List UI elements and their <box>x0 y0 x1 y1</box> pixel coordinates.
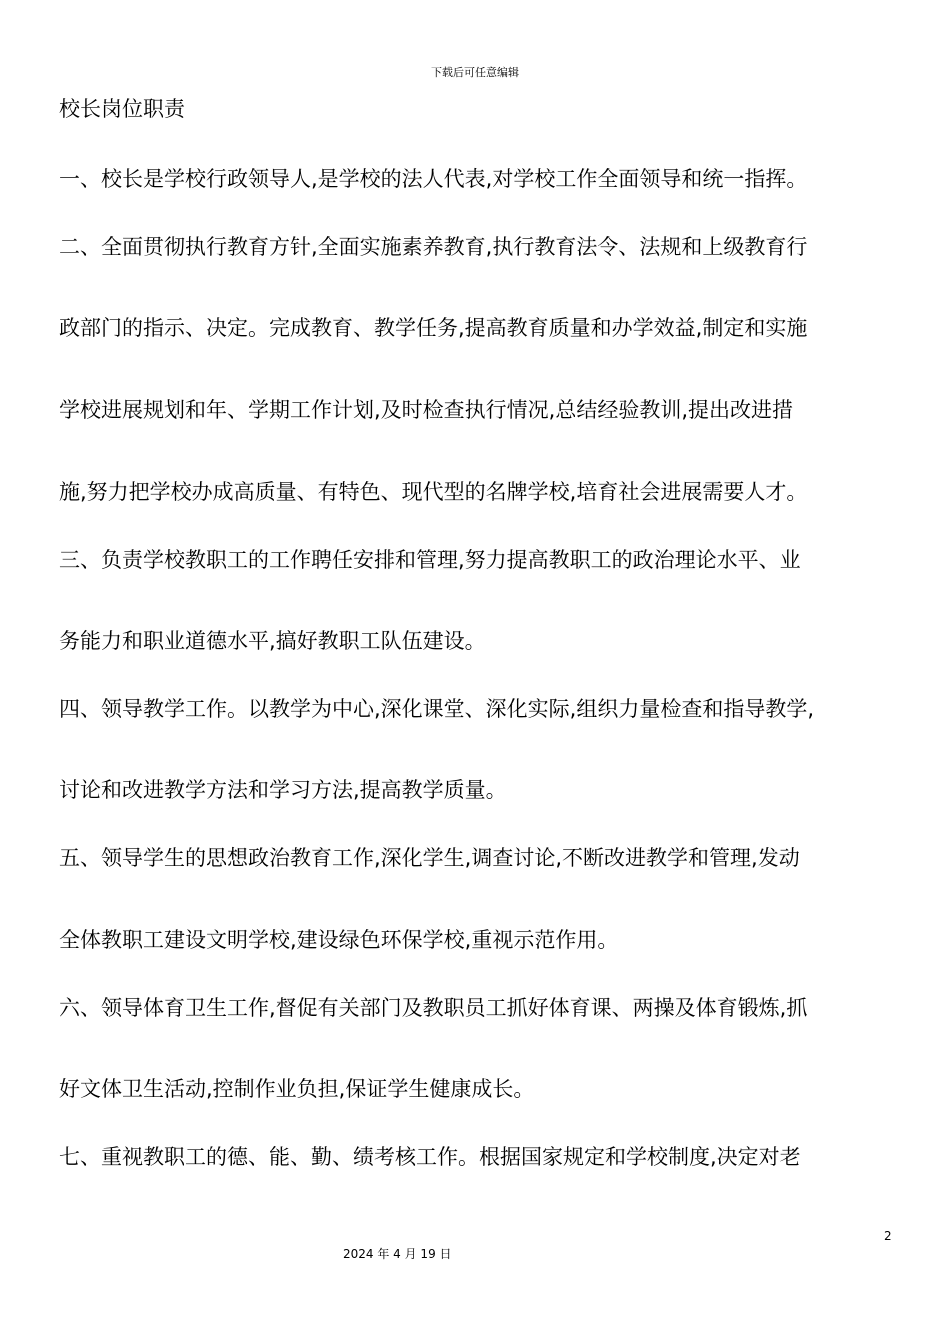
footer-date: 2024 年 4 月 19 日 <box>343 1247 452 1261</box>
body-line: 四、领导教学工作。以教学为中心,深化课堂、深化实际,组织力量检查和指导教学, <box>59 697 815 721</box>
body-line: 一、校长是学校行政领导人,是学校的法人代表,对学校工作全面领导和统一指挥。 <box>59 167 808 191</box>
page-number: 2 <box>884 1229 892 1243</box>
document-title: 校长岗位职责 <box>59 97 185 121</box>
header-note: 下载后可任意编辑 <box>431 66 519 79</box>
body-line: 讨论和改进教学方法和学习方法,提高教学质量。 <box>59 778 507 802</box>
body-line: 施,努力把学校办成高质量、有特色、现代型的名牌学校,培育社会进展需要人才。 <box>59 480 808 504</box>
body-line: 全体教职工建设文明学校,建设绿色环保学校,重视示范作用。 <box>59 928 619 952</box>
body-line: 三、负责学校教职工的工作聘任安排和管理,努力提高教职工的政治理论水平、业 <box>59 548 801 572</box>
body-line: 七、重视教职工的德、能、勤、绩考核工作。根据国家规定和学校制度,决定对老 <box>59 1145 801 1169</box>
body-line: 二、全面贯彻执行教育方针,全面实施素养教育,执行教育法令、法规和上级教育行 <box>59 235 808 259</box>
body-line: 好文体卫生活动,控制作业负担,保证学生健康成长。 <box>59 1077 535 1101</box>
body-line: 务能力和职业道德水平,搞好教职工队伍建设。 <box>59 629 486 653</box>
body-line: 五、领导学生的思想政治教育工作,深化学生,调查讨论,不断改进教学和管理,发动 <box>59 846 800 870</box>
body-line: 政部门的指示、决定。完成教育、教学任务,提高教育质量和办学效益,制定和实施 <box>59 316 808 340</box>
body-line: 学校进展规划和年、学期工作计划,及时检查执行情况,总结经验教训,提出改进措 <box>59 398 794 422</box>
body-line: 六、领导体育卫生工作,督促有关部门及教职员工抓好体育课、两操及体育锻炼,抓 <box>59 996 808 1020</box>
